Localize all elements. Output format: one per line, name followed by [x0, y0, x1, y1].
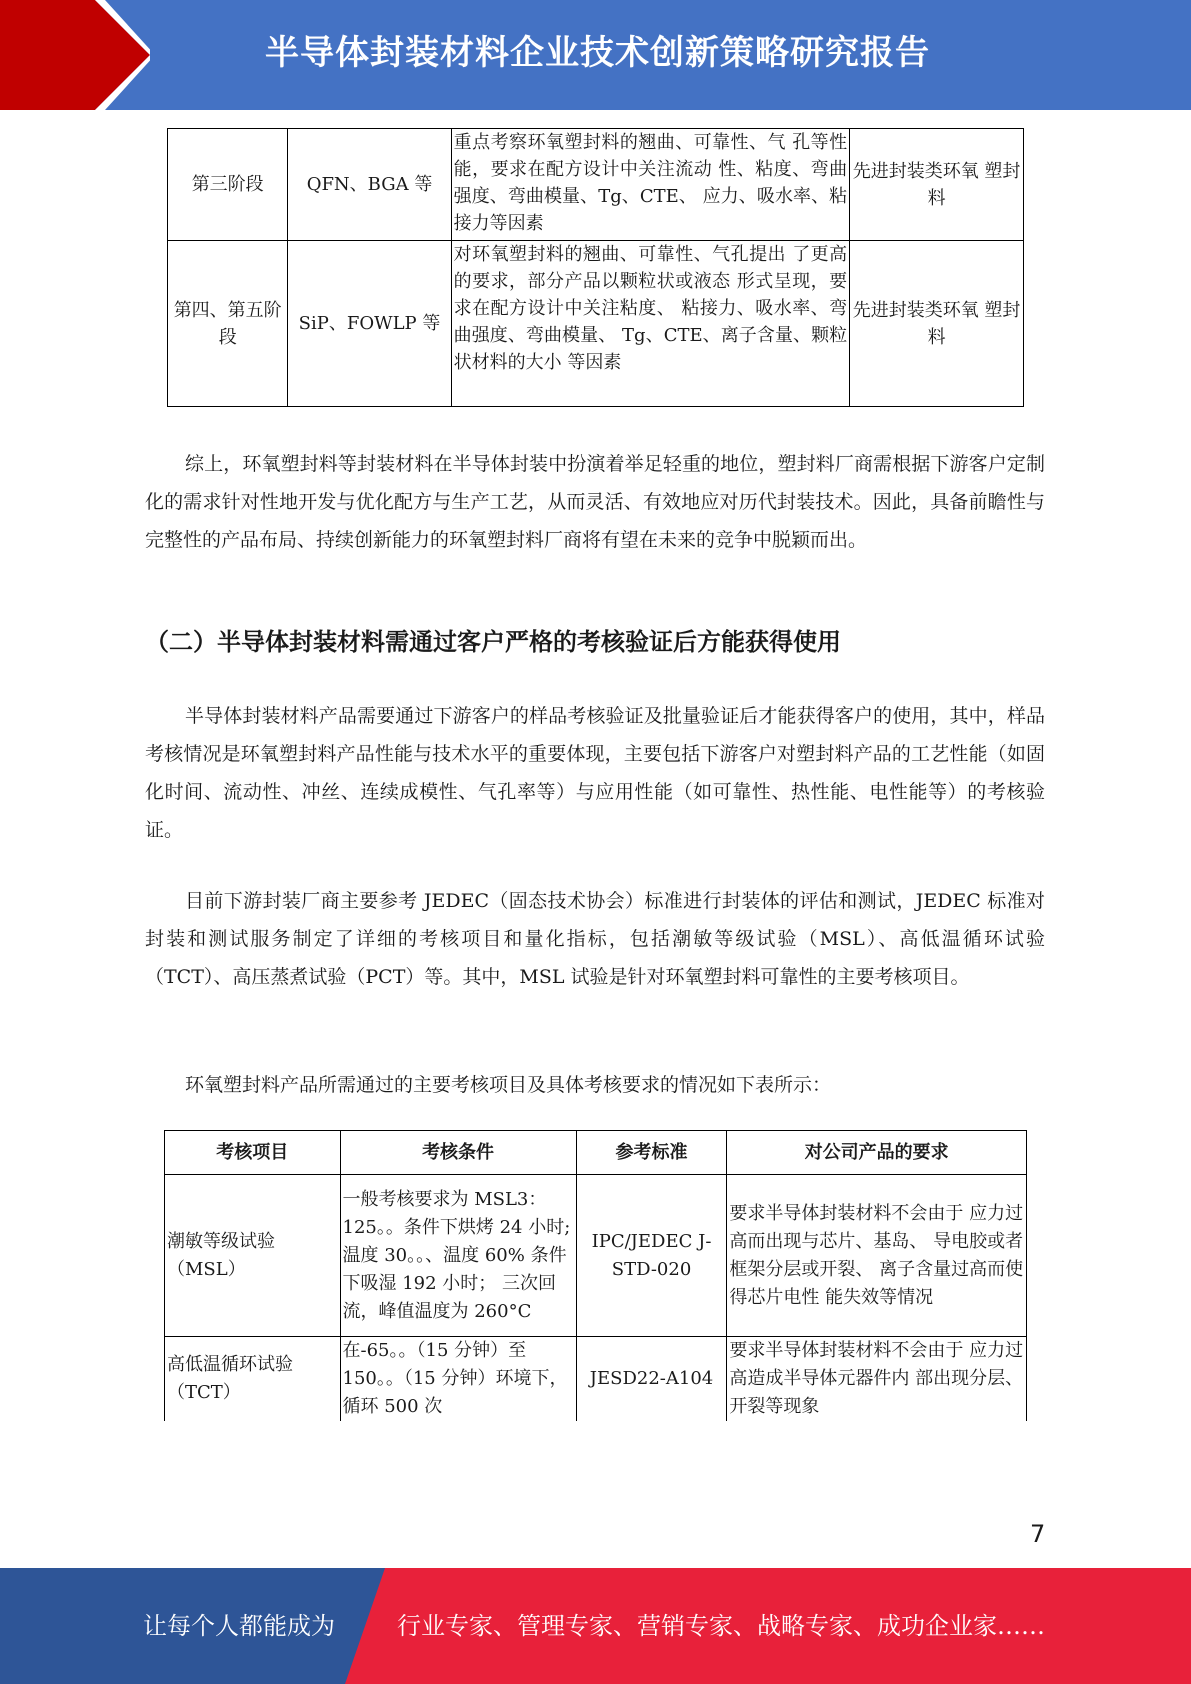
paragraph-jedec: 目前下游封装厂商主要参考 JEDEC（固态技术协会）标准进行封装体的评估和测试，JEDEC 标准对封装和测试服务制定了详细的考核项目和量化指标，包括潮敏等级试验（MSL）、高低温循环试验（TCT）、高压蒸煮试验（PCT）等。其中，MSL 试验是针对环氧塑封料可靠性的主要考核项目。 [145, 890, 1045, 988]
standard-cell: JESD22-A104 [576, 1337, 727, 1422]
item-cell: 高低温循环试验（TCT） [165, 1337, 341, 1422]
col-header-condition: 考核条件 [340, 1131, 576, 1175]
test-items-table [164, 1130, 1027, 1421]
stage-cell: 第三阶段 [168, 129, 288, 241]
requirement-cell: 要求半导体封装材料不会由于 应力过高而出现与芯片、基岛、 导电胶或者框架分层或开裂、 离子含量过高而使得芯片电性 能失效等情况 [727, 1175, 1027, 1337]
paragraph-validation: 半导体封装材料产品需要通过下游客户的样品考核验证及批量验证后才能获得客户的使用，其中，样品考核情况是环氧塑封料产品性能与技术水平的重要体现，主要包括下游客户对塑封料产品的工艺性能（如固化时间、流动性、冲丝、连续成模性、气孔率等）与应用性能（如可靠性、热性能、电性能等）的考核验证。 [145, 705, 1045, 841]
section-heading: （二）半导体封装材料需通过客户严格的考核验证后方能获得使用 [145, 628, 841, 656]
requirements-cell: 重点考察环氧塑封料的翘曲、可靠性、气 孔等性能，要求在配方设计中关注流动 性、粘度、弯曲强度、弯曲模量、Tg、CTE、 应力、吸水率、粘接力等因素 [451, 129, 849, 241]
condition-cell: 在-65。。（15 分钟）至 150。。（15 分钟）环境下，循环 500 次 [340, 1337, 576, 1422]
page-footer [0, 1568, 1191, 1684]
col-header-requirement: 对公司产品的要求 [727, 1131, 1027, 1175]
requirement-cell: 要求半导体封装材料不会由于 应力过高造成半导体元器件内 部出现分层、开裂等现象 [727, 1337, 1027, 1422]
page-header [0, 0, 1191, 110]
package-cell: QFN、BGA 等 [288, 129, 451, 241]
material-cell: 先进封装类环氧 塑封料 [850, 241, 1024, 407]
standard-cell: IPC/JEDEC J-STD-020 [576, 1175, 727, 1337]
item-cell: 潮敏等级试验（MSL） [165, 1175, 341, 1337]
condition-cell: 一般考核要求为 MSL3：125。。条件下烘烤 24 小时;温度 30。。、温度 60% 条件下吸湿 192 小时； 三次回流，峰值温度为 260°C [340, 1175, 576, 1337]
report-title: 半导体封装材料企业技术创新策略研究报告 [265, 33, 930, 73]
footer-slogan-right: 行业专家、管理专家、营销专家、战略专家、成功企业家…… [397, 1612, 1045, 1640]
package-cell: SiP、FOWLP 等 [288, 241, 451, 407]
stage-table [167, 128, 1024, 407]
table-row [168, 129, 1024, 241]
header-red-arrow [0, 0, 150, 110]
material-cell: 先进封装类环氧 塑封料 [850, 129, 1024, 241]
footer-slogan-left: 让每个人都能成为 [143, 1612, 335, 1640]
requirements-cell: 对环氧塑封料的翘曲、可靠性、气孔提出 了更高的要求，部分产品以颗粒状或液态 形式呈现，要求在配方设计中关注粘度、 粘接力、吸水率、弯曲强度、弯曲模量、 Tg、CTE、离子含量、颗粒状材料的大小 等因素 [451, 241, 849, 407]
col-header-standard: 参考标准 [576, 1131, 727, 1175]
page-number: 7 [1030, 1520, 1046, 1548]
table-row [168, 241, 1024, 407]
table-header-row [165, 1131, 1027, 1175]
paragraph-summary: 综上，环氧塑封料等封装材料在半导体封装中扮演着举足轻重的地位，塑封料厂商需根据下游客户定制化的需求针对性地开发与优化配方与生产工艺，从而灵活、有效地应对历代封装技术。因此，具备前瞻性与完整性的产品布局、持续创新能力的环氧塑封料厂商将有望在未来的竞争中脱颖而出。 [145, 453, 1045, 551]
table-row [165, 1337, 1027, 1422]
col-header-item: 考核项目 [165, 1131, 341, 1175]
paragraph-table-intro: 环氧塑封料产品所需通过的主要考核项目及具体考核要求的情况如下表所示： [185, 1074, 832, 1096]
stage-cell: 第四、第五阶段 [168, 241, 288, 407]
table-row [165, 1175, 1027, 1337]
